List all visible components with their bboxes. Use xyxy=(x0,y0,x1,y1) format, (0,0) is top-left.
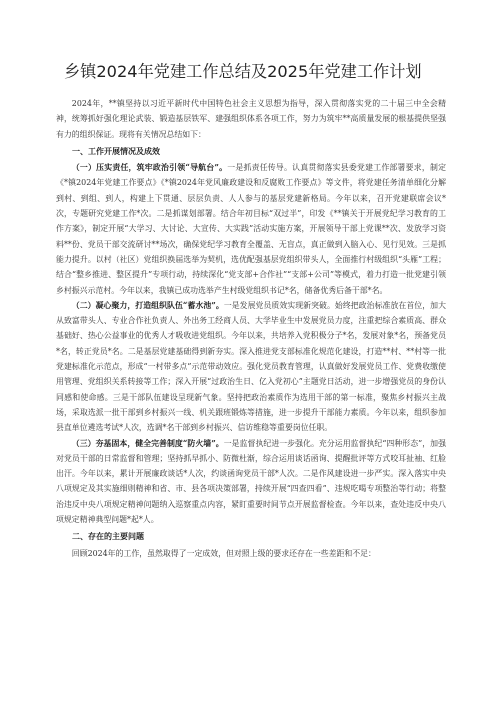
paragraph-lead: （一）压实责任，筑牢政治引领“导航台”。 xyxy=(71,163,228,173)
paragraph-lead: （三）夯基固本，健全完善制度“防火墙”。 xyxy=(71,438,224,448)
section1-paragraph-1 xyxy=(56,160,446,298)
paragraph-body: 一是抓责任传导。认真贯彻落实县委党建工作部署要求，制定《*镇2024年党建工作要点》《*镇2024年党风廉政建设和反腐败工作要点》等文件，将党建任务清单细化分解到村、到组、到人，构建上下贯通、层层负责、人人参与的基层党建新格局。今年以来，召开党建联席会议*次，专题研究党建工作*次。二是抓谋划部署。结合年初目标“双过半”，印发《**镇关于开展党纪学习教育的工作方案》，制定开展“大学习、大讨论、大宣传、大实践”活动实施方案，开展领导干部上党课**次、发放学习资料**份、党员干部交流研讨**场次，确保党纪学习教育全覆盖、无盲点，真正做到入脑入心、见行见效。三是抓能力提升。以村（社区）党组织换届选举为契机，选优配强基层党组织带头人，全面推行村级组织“头雁”工程；结合“整乡推进、整区提升”专项行动，持续深化“党支部+合作社”“支部+公司”等模式，着力打造一批党建引领乡村振兴示范村。今年以来，我镇已成功选举产生村级党组织书记*名，储备优秀后备干部*名。 xyxy=(56,163,446,295)
section-heading-1: 一、工作开展情况及成效 xyxy=(72,145,160,156)
section1-paragraph-3 xyxy=(56,436,446,528)
document-title: 乡镇2024年党建工作总结及2025年党建工作计划 xyxy=(64,62,422,81)
paragraph-lead: （二）凝心聚力，打造组织队伍“蓄水池”。 xyxy=(71,300,224,310)
section2-paragraph-1: 回顾2024年的工作，虽然取得了一定成效，但对照上级的要求还存在一些差距和不足： xyxy=(71,548,376,558)
paragraph-body: 一是发展党员质效实现新突破。始终把政治标准放在首位，加大从致富带头人、专业合作社负责人、外出务工经商人员、大学毕业生中发展党员力度，注重把综合素质高、群众基础好、热心公益事业的优秀人才吸收进党组织。今年以来，共培养入党积极分子*名，发展对象*名，预备党员*名，转正党员*名。二是基层党建基础得到新夯实。深入推进党支部标准化规范化建设，打造**村、**村等一批党建标准化示范点，形成“一村带多点”示范带动效应。强化党员教育管理，认真做好发展党员工作、党费收缴使用管理、党组织关系转接等工作；深入开展“过政治生日、亿入党初心”主题党日活动，进一步增强党员的身份认同感和使命感。三是干部队伍建设呈现新气象。坚持把政治素质作为选用干部的第一标准，聚焦乡村振兴主战场，采取选派一批干部到乡村振兴一线、机关跟班锻炼等措施，进一步提升干部能力素质。今年以来，组织参加县直单位遴选考试*人次，选调*名干部到乡村振兴、信访维稳等重要岗位任职。 xyxy=(56,300,446,433)
intro-paragraph: 2024年，**镇坚持以习近平新时代中国特色社会主义思想为指导，深入贯彻落实党的二十届三中全会精神，统筹抓好强化理论武装、锻造基层铁军、建强组织体系各项工作，努力为筑牢**高质量发展的根基提供坚强有力的组织保证。现将有关情况总结如下： xyxy=(56,99,446,139)
section-heading-2: 二、存在的主要问题 xyxy=(72,531,144,542)
section1-paragraph-2 xyxy=(56,298,446,436)
paragraph-body: 一是监督执纪进一步强化。充分运用监督执纪“四种形态”，加强对党员干部的日常监督和管理；坚持抓早抓小、防微杜渐，综合运用谈话函询、提醒批评等方式咬耳扯袖、红脸出汗。今年以来，累计开展廉政谈话*人次，约谈函询党员干部*人次。二是作风建设进一步严实。深入落实中央八项规定及其实施细则精神和省、市、县各项决策部署，持续开展“四查四看”、违规吃喝专项整治等行动；将整治违反中央八项规定精神问题纳入巡察重点内容，紧盯重要时间节点开展监督检查。今年以来，查处违反中央八项规定精神典型问题*起*人。 xyxy=(56,438,446,525)
